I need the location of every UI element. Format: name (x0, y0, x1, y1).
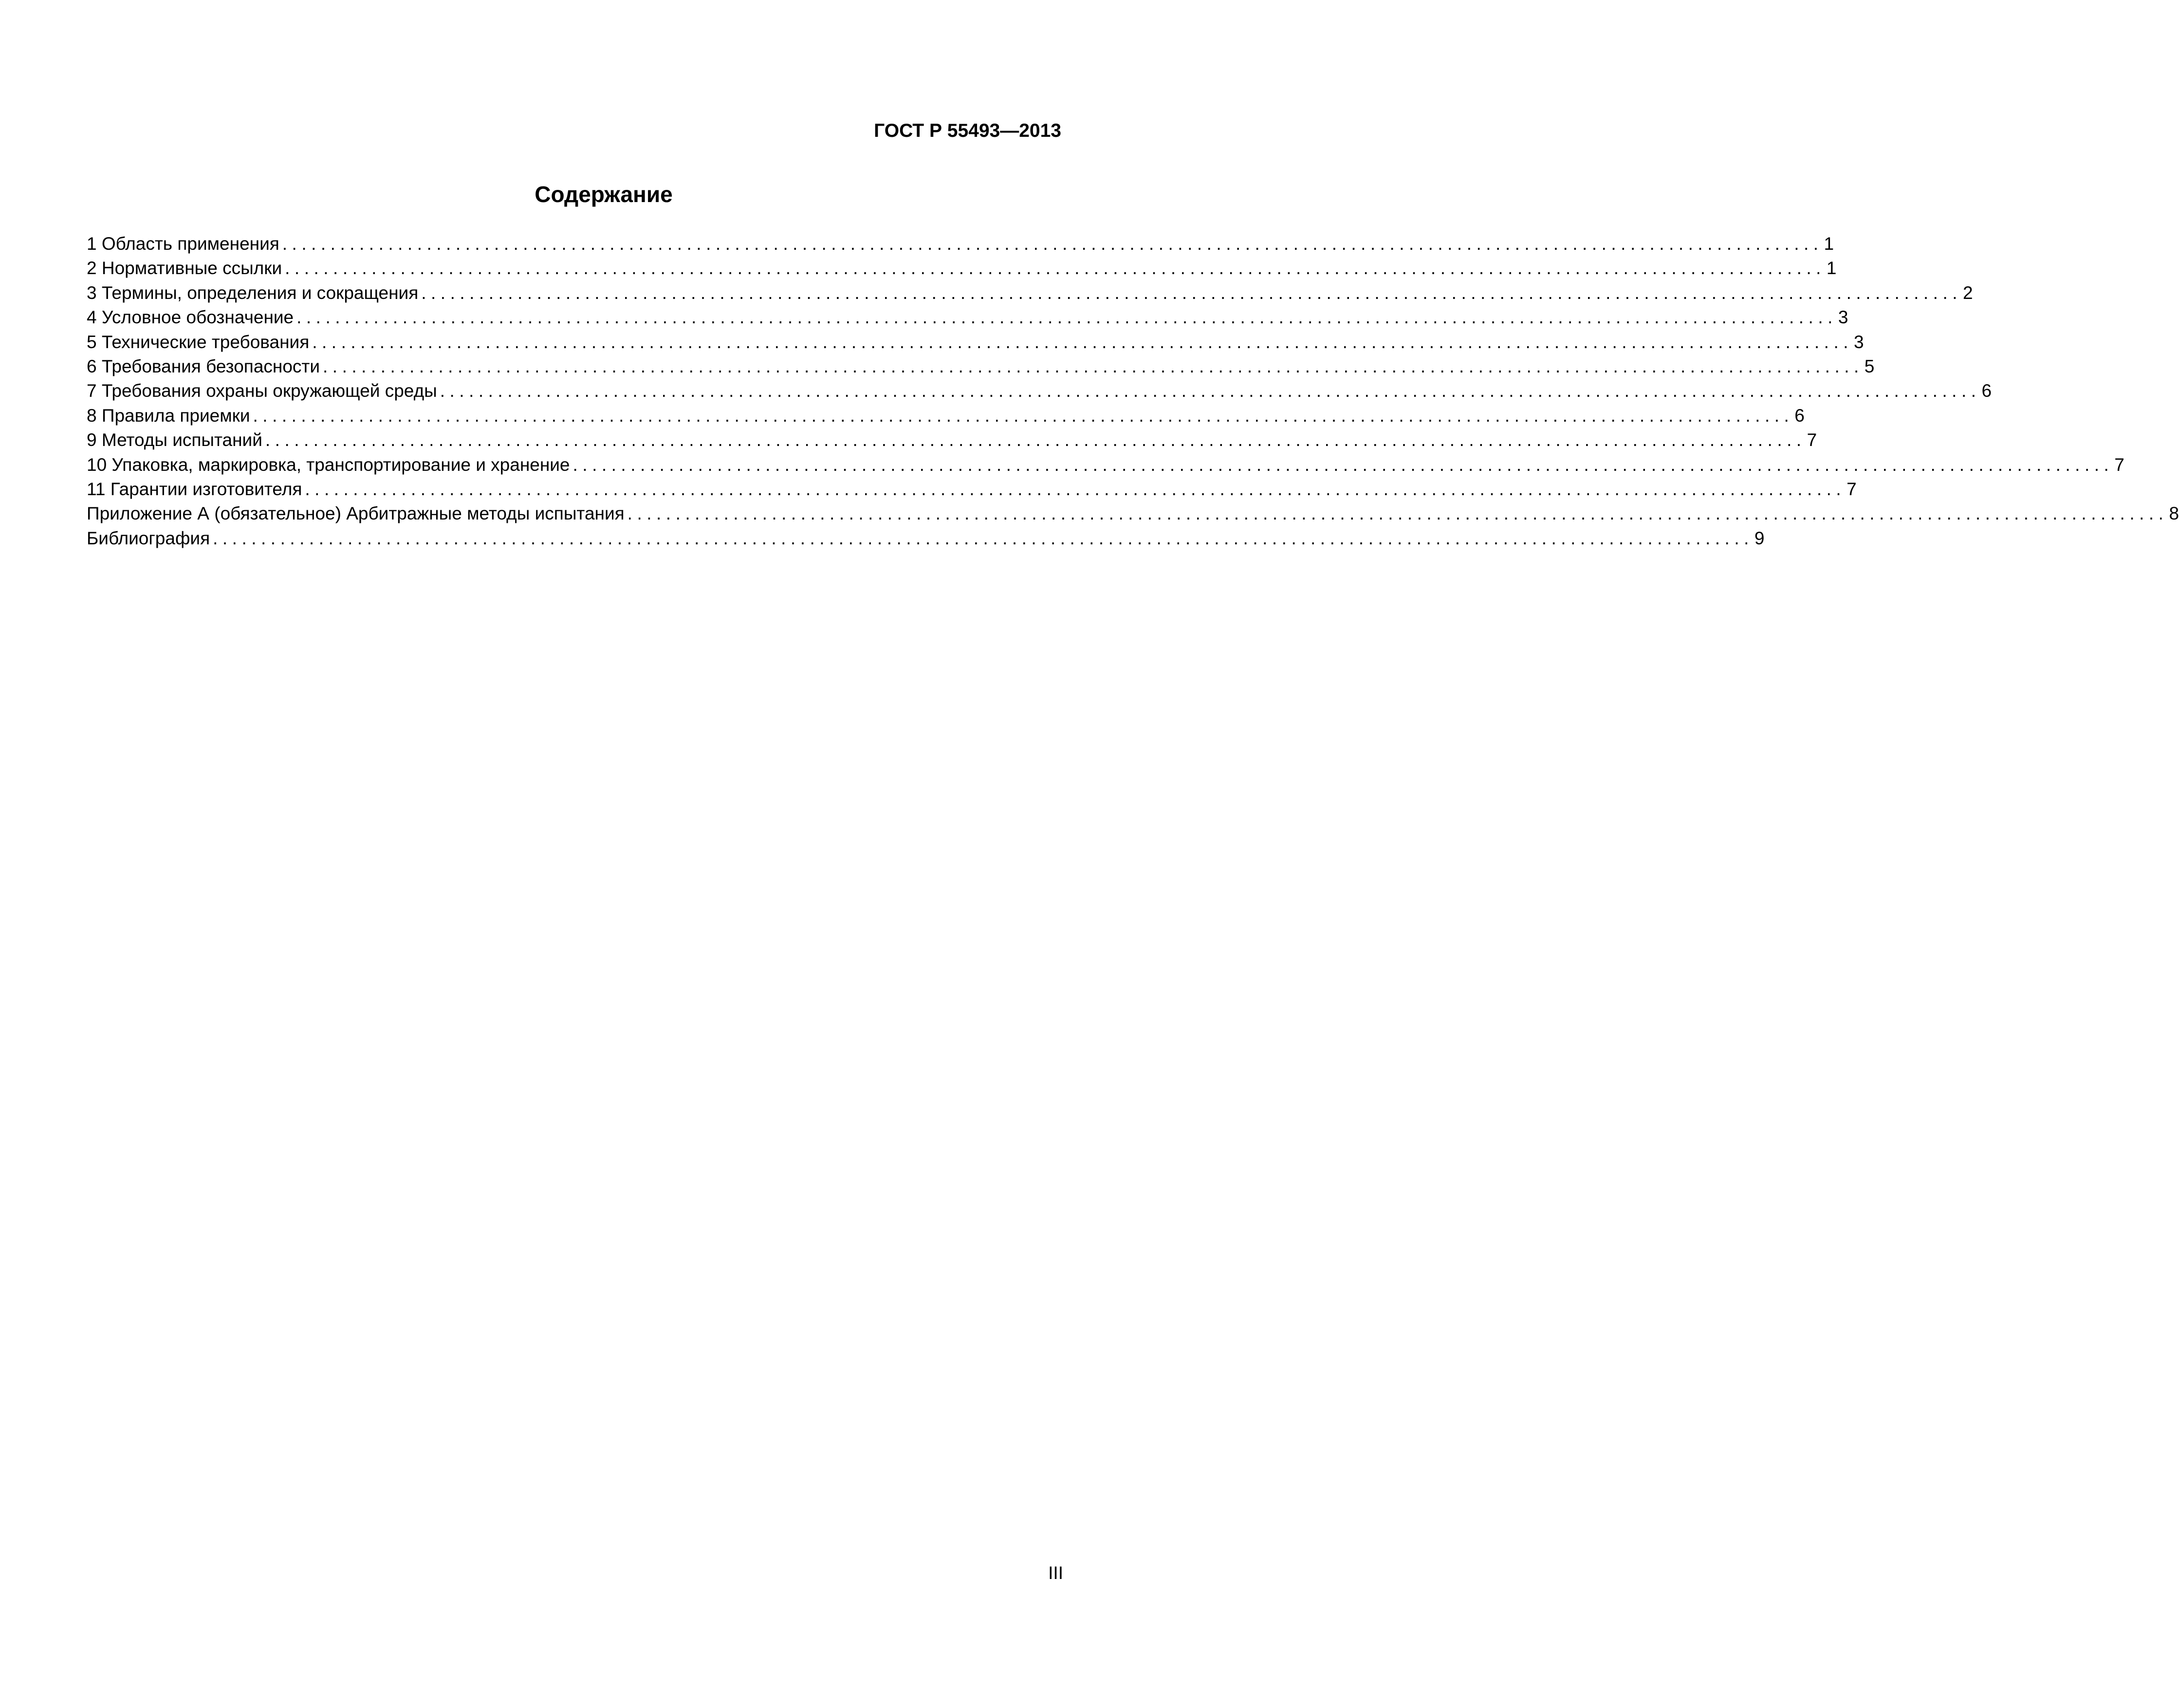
toc-entry[interactable] (87, 232, 1834, 256)
toc-entry-label: 8 Правила приемки (87, 405, 250, 426)
toc-entry[interactable] (87, 453, 2124, 477)
toc-dot-leader: ................................................................................................................................................................ (305, 479, 1846, 499)
toc-dot-leader: ................................................................................................................................................................ (296, 307, 1837, 328)
toc-entry-page: 2 (1963, 282, 1973, 303)
toc-entry-page: 9 (1754, 528, 1765, 548)
toc-entry-label: 5 Технические требования (87, 332, 310, 352)
toc-entry[interactable] (87, 501, 2179, 526)
toc-entry-page: 7 (2114, 454, 2124, 475)
toc-entry-page: 7 (1847, 479, 1857, 499)
toc-dot-leader: ................................................................................................................................................................ (285, 258, 1826, 278)
toc-entry-page: 6 (1981, 381, 1992, 401)
toc-entry[interactable] (87, 281, 1973, 305)
toc-entry[interactable] (87, 330, 1864, 354)
toc-entry-label: Приложение А (обязательное) Арбитражные методы испытания (87, 503, 625, 524)
toc-entry[interactable] (87, 354, 1875, 379)
toc-entry-page: 6 (1794, 405, 1805, 426)
toc-entry-label: 1 Область применения (87, 234, 279, 254)
toc-dot-leader: ................................................................................................................................................................ (440, 381, 1981, 401)
toc-entry-label: Библиография (87, 528, 210, 548)
toc-entry[interactable] (87, 256, 1837, 280)
toc-dot-leader: ................................................................................................................................................................ (421, 282, 1962, 303)
toc-entry[interactable] (87, 526, 1765, 551)
toc-entry-page: 1 (1824, 234, 1834, 254)
toc-dot-leader: ................................................................................................................................................................ (627, 503, 2168, 524)
toc-entry-label: 4 Условное обозначение (87, 307, 294, 328)
toc-entry-page: 7 (1807, 430, 1817, 450)
page-number: III (1048, 1563, 1063, 1583)
toc-dot-leader: ................................................................................................................................................................ (323, 356, 1864, 376)
toc-dot-leader: ................................................................................................................................................................ (265, 430, 1806, 450)
page-title: Содержание (535, 182, 673, 207)
toc-entry-label: 7 Требования охраны окружающей среды (87, 381, 437, 401)
toc-dot-leader: ................................................................................................................................................................ (213, 528, 1754, 548)
toc-entry-label: 9 Методы испытаний (87, 430, 262, 450)
toc-entry[interactable] (87, 428, 1817, 452)
toc-dot-leader: ................................................................................................................................................................ (253, 405, 1794, 426)
toc-entry-label: 10 Упаковка, маркировка, транспортирование и хранение (87, 454, 570, 475)
toc-entry[interactable] (87, 379, 1992, 403)
toc-entry[interactable] (87, 477, 1857, 501)
toc-entry-label: 2 Нормативные ссылки (87, 258, 282, 278)
toc-entry[interactable] (87, 305, 1848, 330)
toc-entry-page: 5 (1864, 356, 1875, 376)
toc-entry-page: 8 (2169, 503, 2179, 524)
toc-entry-page: 3 (1838, 307, 1848, 328)
toc-entry-label: 6 Требования безопасности (87, 356, 320, 376)
toc-entry-label: 11 Гарантии изготовителя (87, 479, 302, 499)
document-code: ГОСТ Р 55493—2013 (874, 120, 1061, 141)
toc-entry-label: 3 Термины, определения и сокращения (87, 282, 419, 303)
toc-entry-page: 1 (1826, 258, 1837, 278)
toc-entry[interactable] (87, 404, 1805, 428)
toc-dot-leader: ................................................................................................................................................................ (572, 454, 2114, 475)
toc-dot-leader: ................................................................................................................................................................ (312, 332, 1853, 352)
toc-entry-page: 3 (1854, 332, 1864, 352)
table-of-contents (87, 232, 2179, 551)
toc-dot-leader: ................................................................................................................................................................ (282, 234, 1823, 254)
